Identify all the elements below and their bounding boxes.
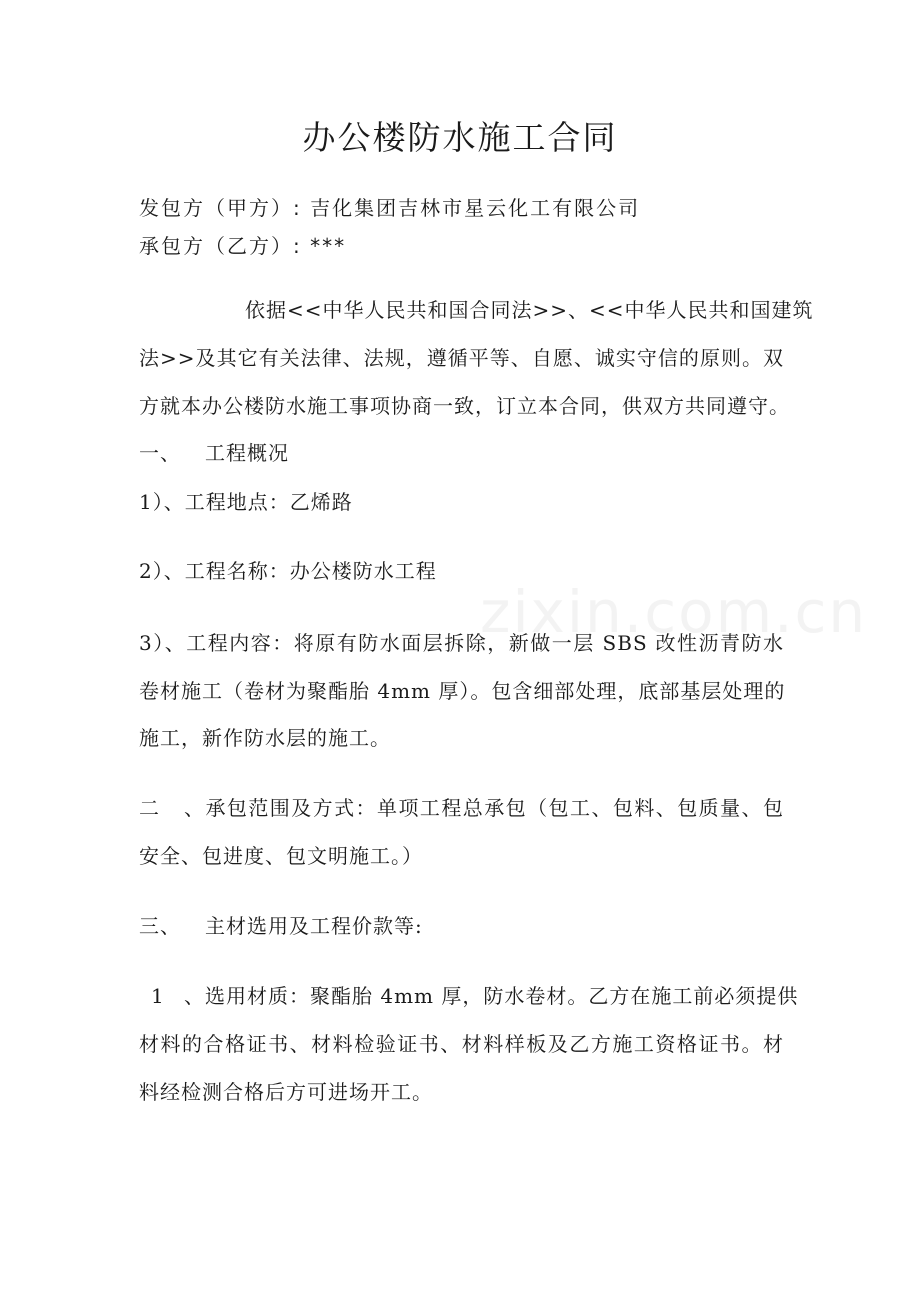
party-b-label: 承包方（乙方）:: [139, 234, 302, 258]
preamble-line-2: 法>>及其它有关法律、法规，遵循平等、自愿、诚实守信的原则。双: [139, 346, 784, 370]
party-a-value: 吉化集团吉林市星云化工有限公司: [310, 196, 641, 220]
section-3-heading: [139, 910, 784, 939]
party-a-line: [139, 192, 784, 221]
section-1-item-3-line-1: 3）、工程内容：将原有防水面层拆除，新做一层 SBS 改性沥青防水: [139, 631, 784, 655]
section-1-item-1: 1）、工程地点：乙烯路: [139, 490, 353, 514]
party-a-label: 发包方（甲方）:: [139, 196, 302, 220]
section-1-item-2: 2）、工程名称：办公楼防水工程: [139, 559, 437, 583]
preamble-line-3: 方就本办公楼防水施工事项协商一致，订立本合同，供双方共同遵守。: [139, 394, 790, 418]
section-2-number: 二、: [139, 796, 205, 820]
section-2-text: 承包范围及方式：单项工程总承包（包工、包料、包质量、包: [205, 796, 784, 820]
section-3-title: 主材选用及工程价款等:: [205, 914, 423, 938]
section-3-sub-1-number: 1、: [151, 984, 205, 1008]
preamble-line-1: 依据<<中华人民共和国合同法>>、<<中华人民共和国建筑: [245, 298, 814, 322]
section-3-number: 三、: [139, 914, 181, 938]
section-1-number: 一、: [139, 441, 181, 465]
section-2-line-1: [139, 792, 784, 821]
section-1-title: 工程概况: [205, 441, 289, 465]
watermark: zixin.com.cn: [480, 578, 868, 646]
section-3-sub-1-line-1: [139, 980, 799, 1009]
party-b-value: ***: [310, 234, 347, 258]
section-1-item-3-line-2: 卷材施工（卷材为聚酯胎 4mm 厚）。包含细部处理，底部基层处理的: [139, 679, 786, 703]
section-1-item-3-line-3: 施工，新作防水层的施工。: [139, 726, 391, 750]
section-3-sub-1-line-2: 材料的合格证书、材料检验证书、材料样板及乙方施工资格证书。材: [139, 1032, 784, 1056]
section-2-line-2: 安全、包进度、包文明施工。）: [139, 844, 423, 868]
section-3-sub-1-text: 选用材质：聚酯胎 4mm 厚，防水卷材。乙方在施工前必须提供: [205, 984, 799, 1008]
section-1-heading: [139, 437, 784, 466]
party-b-line: [139, 230, 784, 259]
document-title: 办公楼防水施工合同: [302, 118, 618, 157]
section-3-sub-1-line-3: 料经检测合格后方可进场开工。: [139, 1080, 433, 1104]
